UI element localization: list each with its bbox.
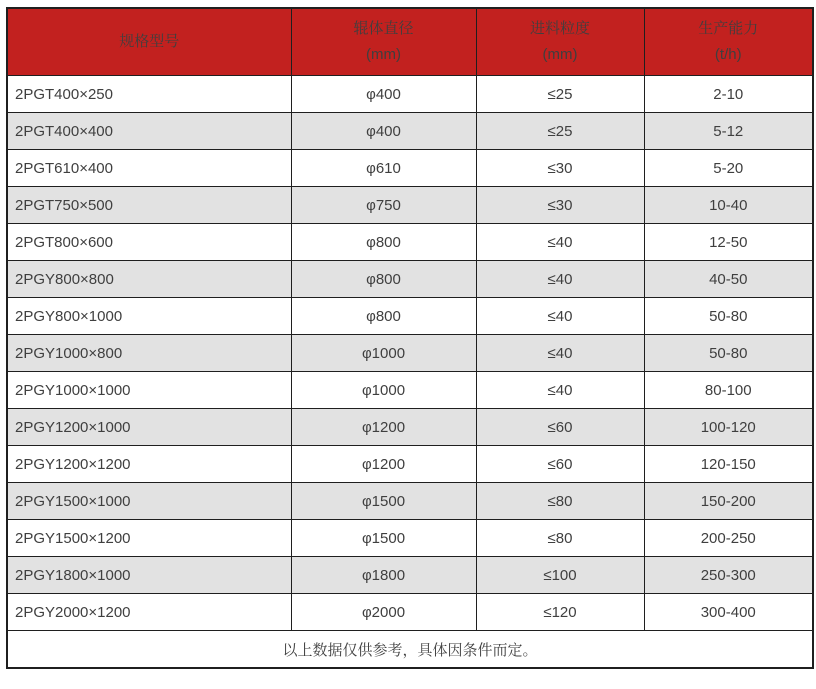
cell-diameter: φ1800 bbox=[291, 557, 476, 594]
table-row bbox=[7, 483, 813, 520]
cell-diameter: φ800 bbox=[291, 261, 476, 298]
cell-capacity: 10-40 bbox=[644, 187, 813, 224]
column-header-feed-size-label: 进料粒度 bbox=[529, 19, 590, 37]
cell-capacity: 50-80 bbox=[644, 298, 813, 335]
cell-diameter: φ800 bbox=[291, 224, 476, 261]
cell-capacity: 40-50 bbox=[644, 261, 813, 298]
cell-capacity: 120-150 bbox=[644, 446, 813, 483]
cell-model: 2PGY1500×1200 bbox=[7, 520, 291, 557]
cell-feed-size: ≤30 bbox=[476, 150, 644, 187]
cell-feed-size: ≤60 bbox=[476, 446, 644, 483]
column-header-capacity-unit: (t/h) bbox=[714, 46, 742, 63]
table-row bbox=[7, 298, 813, 335]
cell-capacity: 2-10 bbox=[644, 76, 813, 113]
cell-capacity: 5-12 bbox=[644, 113, 813, 150]
cell-capacity: 80-100 bbox=[644, 372, 813, 409]
column-header-diameter bbox=[291, 8, 476, 76]
cell-model: 2PGY2000×1200 bbox=[7, 594, 291, 631]
cell-feed-size: ≤100 bbox=[476, 557, 644, 594]
table-row bbox=[7, 557, 813, 594]
cell-diameter: φ1000 bbox=[291, 372, 476, 409]
cell-model: 2PGT610×400 bbox=[7, 150, 291, 187]
cell-feed-size: ≤60 bbox=[476, 409, 644, 446]
cell-model: 2PGY1200×1200 bbox=[7, 446, 291, 483]
table-row bbox=[7, 187, 813, 224]
table-header bbox=[7, 8, 813, 76]
cell-diameter: φ1500 bbox=[291, 483, 476, 520]
cell-diameter: φ1200 bbox=[291, 446, 476, 483]
cell-model: 2PGY1000×800 bbox=[7, 335, 291, 372]
cell-capacity: 150-200 bbox=[644, 483, 813, 520]
cell-diameter: φ800 bbox=[291, 298, 476, 335]
table-row bbox=[7, 76, 813, 113]
cell-model: 2PGY800×1000 bbox=[7, 298, 291, 335]
column-header-diameter-label: 辊体直径 bbox=[353, 19, 414, 37]
cell-model: 2PGT400×250 bbox=[7, 76, 291, 113]
cell-diameter: φ400 bbox=[291, 76, 476, 113]
table-row bbox=[7, 224, 813, 261]
cell-feed-size: ≤40 bbox=[476, 224, 644, 261]
cell-capacity: 200-250 bbox=[644, 520, 813, 557]
table-row bbox=[7, 261, 813, 298]
table-row bbox=[7, 520, 813, 557]
cell-model: 2PGT800×600 bbox=[7, 224, 291, 261]
cell-diameter: φ750 bbox=[291, 187, 476, 224]
table-row bbox=[7, 372, 813, 409]
cell-feed-size: ≤40 bbox=[476, 261, 644, 298]
cell-feed-size: ≤80 bbox=[476, 520, 644, 557]
cell-diameter: φ1500 bbox=[291, 520, 476, 557]
column-header-capacity bbox=[644, 8, 813, 76]
column-header-feed-size-unit: (mm) bbox=[542, 46, 578, 63]
footnote-row bbox=[7, 631, 813, 669]
cell-diameter: φ1000 bbox=[291, 335, 476, 372]
column-header-diameter-unit: (mm) bbox=[366, 46, 401, 63]
cell-capacity: 250-300 bbox=[644, 557, 813, 594]
table-row bbox=[7, 335, 813, 372]
cell-capacity: 12-50 bbox=[644, 224, 813, 261]
column-header-capacity-label: 生产能力 bbox=[698, 19, 759, 37]
cell-feed-size: ≤80 bbox=[476, 483, 644, 520]
table-row bbox=[7, 409, 813, 446]
cell-diameter: φ400 bbox=[291, 113, 476, 150]
cell-diameter: φ2000 bbox=[291, 594, 476, 631]
cell-feed-size: ≤40 bbox=[476, 372, 644, 409]
cell-feed-size: ≤30 bbox=[476, 187, 644, 224]
cell-diameter: φ610 bbox=[291, 150, 476, 187]
cell-capacity: 50-80 bbox=[644, 335, 813, 372]
cell-feed-size: ≤25 bbox=[476, 113, 644, 150]
cell-model: 2PGY800×800 bbox=[7, 261, 291, 298]
cell-model: 2PGT750×500 bbox=[7, 187, 291, 224]
table-footer bbox=[7, 631, 813, 669]
cell-capacity: 300-400 bbox=[644, 594, 813, 631]
cell-feed-size: ≤25 bbox=[476, 76, 644, 113]
column-header-model bbox=[7, 8, 291, 76]
table-body bbox=[7, 76, 813, 631]
cell-model: 2PGT400×400 bbox=[7, 113, 291, 150]
table-row bbox=[7, 113, 813, 150]
cell-capacity: 100-120 bbox=[644, 409, 813, 446]
cell-model: 2PGY1200×1000 bbox=[7, 409, 291, 446]
cell-model: 2PGY1800×1000 bbox=[7, 557, 291, 594]
spec-table-container bbox=[6, 7, 812, 669]
cell-capacity: 5-20 bbox=[644, 150, 813, 187]
cell-model: 2PGY1500×1000 bbox=[7, 483, 291, 520]
cell-feed-size: ≤120 bbox=[476, 594, 644, 631]
table-row bbox=[7, 150, 813, 187]
footnote-text: 以上数据仅供参考，具体因条件而定。 bbox=[7, 631, 813, 669]
table-row bbox=[7, 446, 813, 483]
header-row bbox=[7, 8, 813, 76]
table-row bbox=[7, 594, 813, 631]
column-header-model-label: 规格型号 bbox=[119, 32, 180, 50]
cell-diameter: φ1200 bbox=[291, 409, 476, 446]
cell-model: 2PGY1000×1000 bbox=[7, 372, 291, 409]
column-header-feed-size bbox=[476, 8, 644, 76]
cell-feed-size: ≤40 bbox=[476, 298, 644, 335]
cell-feed-size: ≤40 bbox=[476, 335, 644, 372]
spec-table bbox=[6, 7, 814, 669]
